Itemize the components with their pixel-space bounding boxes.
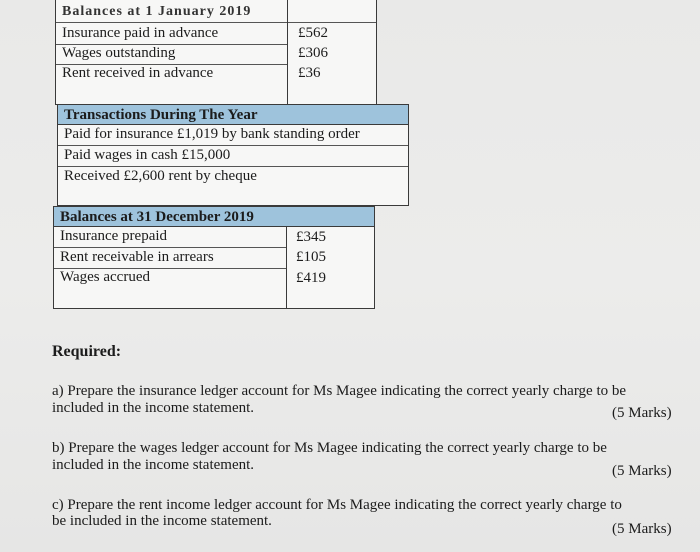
closing-row-label: Wages accrued — [60, 269, 150, 285]
question-b-marks: (5 Marks) — [612, 463, 672, 479]
required-heading: Required: — [52, 343, 122, 360]
closing-row-label: Rent receivable in arrears — [60, 249, 214, 265]
question-a-line1: a) Prepare the insurance ledger account for Ms Magee indicating the correct yearly charge to be — [52, 383, 627, 399]
question-c-marks: (5 Marks) — [612, 521, 672, 537]
transaction-row: Received £2,600 rent by cheque — [64, 168, 257, 184]
opening-row-label: Rent received in advance — [62, 65, 214, 81]
opening-row-label: Wages outstanding — [62, 45, 176, 61]
opening-row-amount: £562 — [298, 25, 328, 41]
transactions-header: Transactions During The Year — [58, 105, 408, 125]
question-c-line2: be included in the income statement. — [52, 513, 272, 529]
opening-balances-table — [55, 0, 377, 105]
question-c-line1: c) Prepare the rent income ledger account for Ms Magee indicating the correct yearly charge to — [52, 497, 622, 513]
question-b-line2: included in the income statement. — [52, 457, 255, 473]
question-b-line1: b) Prepare the wages ledger account for Ms Magee indicating the correct yearly charge to be — [52, 440, 607, 456]
closing-row-amount: £419 — [296, 270, 326, 286]
opening-row-label: Insurance paid in advance — [62, 25, 219, 41]
closing-row-amount: £345 — [296, 229, 326, 245]
closing-balances-header: Balances at 31 December 2019 — [54, 207, 374, 227]
transactions-table — [57, 104, 409, 206]
question-a-marks: (5 Marks) — [612, 405, 672, 421]
closing-row-label: Insurance prepaid — [60, 228, 168, 244]
transaction-row: Paid wages in cash £15,000 — [64, 147, 231, 163]
opening-balances-header: Balances at 1 January 2019 — [62, 5, 252, 19]
opening-row-amount: £306 — [298, 45, 328, 61]
closing-row-amount: £105 — [296, 249, 326, 265]
transaction-row: Paid for insurance £1,019 by bank standing order — [64, 126, 360, 142]
closing-balances-table — [53, 206, 375, 309]
question-a-line2: included in the income statement. — [52, 400, 255, 416]
opening-row-amount: £36 — [298, 65, 321, 81]
